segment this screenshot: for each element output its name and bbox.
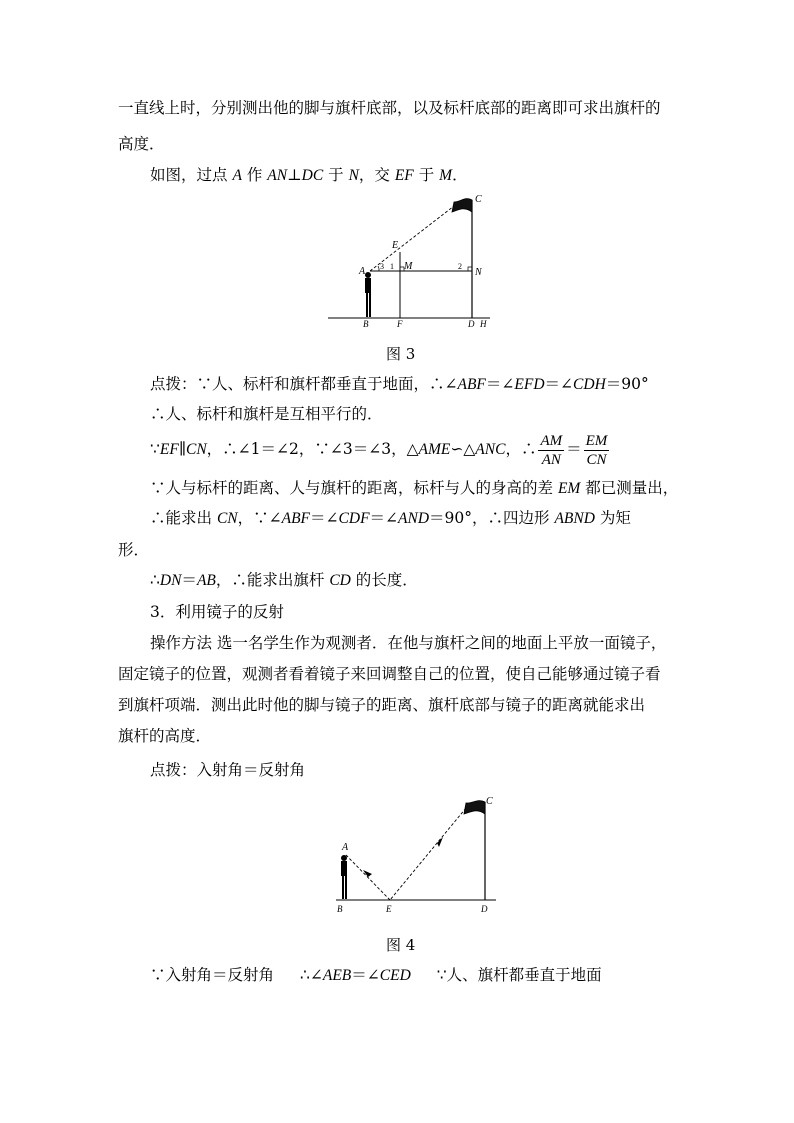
- fraction-EM-CN: $\frac{EM}{CN}$: [585, 432, 608, 468]
- section-heading: 3．利用镜子的反射: [150, 603, 284, 621]
- figure-caption: 图 4: [386, 936, 416, 954]
- figure-3: [320, 190, 510, 330]
- label-B: B: [337, 904, 343, 914]
- text-line: ∵入射角＝反射角 ∴∠AEB＝∠CED ∵人、旗杆都垂直于地面: [150, 966, 602, 984]
- fraction-AM-AN: $\frac{AM}{AN}$: [540, 432, 563, 468]
- text-line: ∴能求出 CN，∵∠ABF＝∠CDF＝∠AND＝90°，∴四边形 ABND 为矩: [150, 509, 631, 527]
- person-silhouette: [341, 855, 347, 899]
- text-line: ∵人与标杆的距离、人与旗杆的距离，标杆与人的身高的差 EM 都已测量出，: [150, 479, 679, 497]
- label-C: C: [475, 194, 482, 205]
- label-1: 1: [390, 262, 394, 271]
- text-line: 固定镜子的位置，观测者看着镜子来回调整自己的位置，使自己能够通过镜子看: [118, 665, 661, 683]
- text-line: 如图，过点 A 作 AN⊥DC 于 N，交 EF 于 M．: [150, 166, 468, 184]
- figure-4: [330, 790, 510, 920]
- text-line: 高度．: [118, 135, 165, 153]
- text-line: 点拨：入射角＝反射角: [150, 761, 306, 779]
- label-F: F: [397, 319, 403, 329]
- figure-caption: 图 3: [386, 345, 416, 363]
- arrow-head: [437, 837, 443, 847]
- label-H: H: [480, 319, 487, 329]
- text-line: 旗杆的高度．: [118, 727, 212, 745]
- text-line: ∴人、标杆和旗杆是互相平行的．: [150, 405, 383, 423]
- text-line: 操作方法 选一名学生作为观测者．在他与旗杆之间的地面上平放一面镜子，: [150, 634, 667, 652]
- label-M: M: [404, 261, 413, 272]
- flag-shape: [452, 199, 472, 212]
- angle-arc: [378, 266, 379, 271]
- reflection-ray: [390, 808, 466, 900]
- label-3: 3: [380, 262, 384, 271]
- label-N: N: [475, 267, 482, 278]
- label-A: A: [359, 266, 366, 277]
- label-B: B: [363, 319, 369, 329]
- label-E: E: [386, 904, 392, 914]
- flag-shape: [464, 801, 485, 814]
- text-line: ∵EF∥CN，∴∠1＝∠2，∵∠3＝∠3，△AME∽△ANC，∴ $\frac{AM}{AN}$ ＝ $\frac{EM}{CN}$: [150, 432, 608, 468]
- text-line: ∴DN＝AB，∴能求出旗杆 CD 的长度．: [150, 571, 418, 589]
- text-line: 到旗杆项端．测出此时他的脚与镜子的距离、旗杆底部与镜子的距离就能求出: [118, 696, 646, 714]
- label-2: 2: [458, 262, 462, 271]
- text-line: 点拨：∵人、标杆和旗杆都垂直于地面，∴∠ABF＝∠EFD＝∠CDH＝90°: [150, 375, 649, 393]
- text-line: 一直线上时，分别测出他的脚与旗杆底部，以及标杆底部的距离即可求出旗杆的: [118, 99, 661, 117]
- label-D: D: [468, 319, 475, 329]
- label-C: C: [486, 796, 493, 807]
- person-silhouette: [365, 272, 371, 317]
- incident-ray: [346, 855, 390, 900]
- label-D: D: [481, 904, 488, 914]
- label-A: A: [342, 842, 349, 853]
- label-E: E: [392, 240, 399, 251]
- text-line: 形．: [118, 541, 150, 559]
